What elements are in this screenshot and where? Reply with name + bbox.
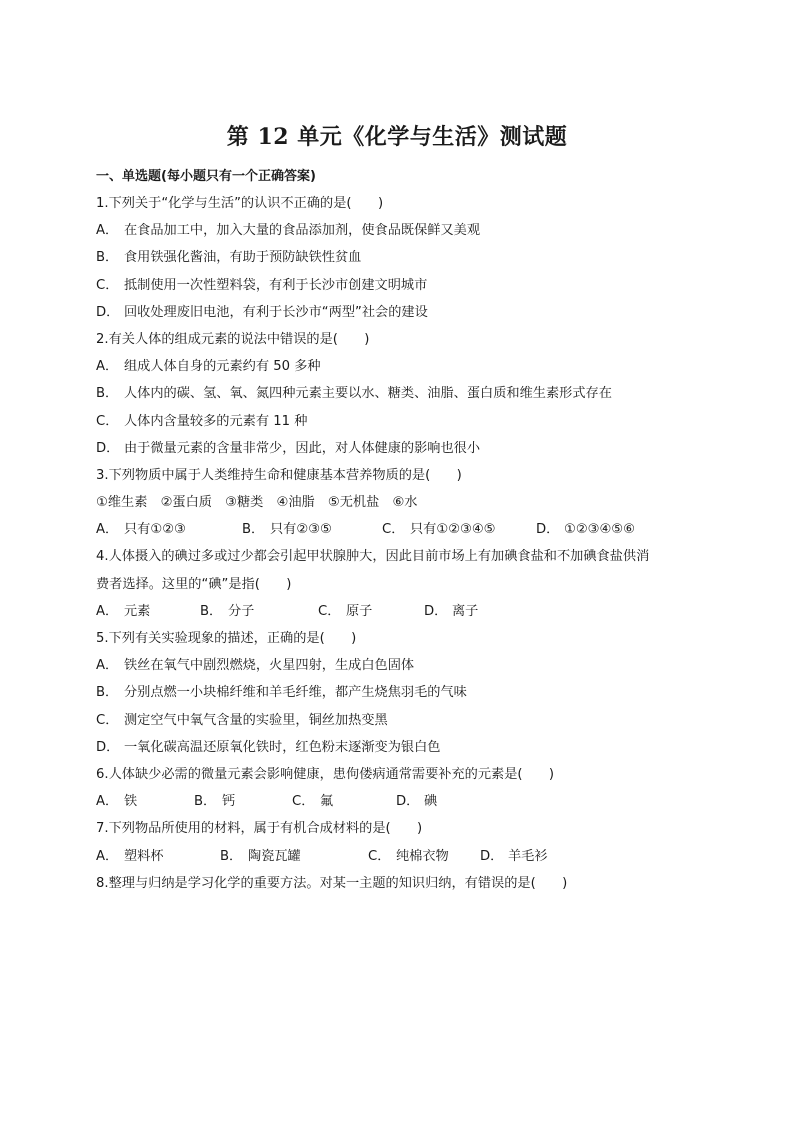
question-6-stem: 6.人体缺少必需的微量元素会影响健康，患佝偻病通常需要补充的元素是( ) bbox=[96, 766, 555, 782]
question-6-option-c bbox=[292, 788, 396, 815]
option-label: A． bbox=[96, 794, 119, 810]
option-label: D． bbox=[96, 739, 120, 755]
option-text: ①②③④⑤⑥ bbox=[564, 522, 635, 538]
option-label: C． bbox=[368, 848, 391, 864]
question-3-options bbox=[96, 516, 726, 543]
option-text: 人体内含量较多的元素有 11 种 bbox=[124, 413, 308, 429]
option-text: 组成人体自身的元素约有 50 多种 bbox=[124, 359, 321, 375]
option-label: A． bbox=[96, 603, 119, 619]
option-label: D． bbox=[480, 848, 504, 864]
option-text: 分别点燃一小块棉纤维和羊毛纤维，都产生烧焦羽毛的气味 bbox=[124, 685, 467, 701]
option-label: B． bbox=[220, 848, 243, 864]
option-label: C． bbox=[96, 712, 119, 728]
question-1-option-a bbox=[96, 217, 726, 244]
option-label: B． bbox=[194, 794, 217, 810]
option-label: C． bbox=[96, 413, 119, 429]
option-label: D． bbox=[424, 603, 448, 619]
option-text: 铁 bbox=[124, 794, 138, 810]
option-text: 纯棉衣物 bbox=[396, 848, 449, 864]
option-label: B． bbox=[242, 522, 265, 538]
option-text: 元素 bbox=[124, 603, 151, 619]
question-1-option-b bbox=[96, 244, 726, 271]
option-label: C． bbox=[382, 522, 405, 538]
question-5-option-b bbox=[96, 679, 726, 706]
option-label: D． bbox=[396, 794, 420, 810]
option-label: A． bbox=[96, 223, 119, 239]
question-4-option-d bbox=[424, 598, 478, 625]
option-text: 一氧化碳高温还原氧化铁时，红色粉末逐渐变为银白色 bbox=[124, 739, 441, 755]
question-list bbox=[96, 166, 726, 897]
option-label: A． bbox=[96, 658, 119, 674]
section-heading: 一、单选题(每小题只有一个正确答案) bbox=[96, 169, 316, 184]
option-text: 陶瓷瓦罐 bbox=[248, 848, 301, 864]
question-2-option-b bbox=[96, 380, 726, 407]
question-5-option-a bbox=[96, 652, 726, 679]
option-text: 测定空气中氧气含量的实验里，铜丝加热变黑 bbox=[124, 712, 388, 728]
question-1-option-c bbox=[96, 272, 726, 299]
question-7-option-a bbox=[96, 843, 220, 870]
question-6-option-a bbox=[96, 788, 194, 815]
question-3-stem: 3.下列物质中属于人类维持生命和健康基本营养物质的是( ) bbox=[96, 467, 462, 483]
question-2-stem: 2.有关人体的组成元素的说法中错误的是( ) bbox=[96, 331, 370, 347]
option-label: A． bbox=[96, 848, 119, 864]
question-6-options bbox=[96, 788, 726, 815]
question-5-option-c bbox=[96, 707, 726, 734]
option-label: B． bbox=[96, 386, 119, 402]
question-8-stem: 8.整理与归纳是学习化学的重要方法。对某一主题的知识归纳，有错误的是( ) bbox=[96, 875, 568, 891]
question-4-stem-line-2: 费者选择。这里的“碘”是指( ) bbox=[96, 576, 292, 592]
question-4-stem-line-1: 4.人体摄入的碘过多或过少都会引起甲状腺肿大，因此目前市场上有加碘食盐和不加碘食盐供消 bbox=[96, 549, 650, 565]
question-5-option-d bbox=[96, 734, 726, 761]
question-4-option-a bbox=[96, 598, 200, 625]
question-3-option-d bbox=[536, 516, 635, 543]
question-7-options bbox=[96, 843, 726, 870]
option-text: 由于微量元素的含量非常少，因此，对人体健康的影响也很小 bbox=[124, 440, 481, 456]
question-6-option-d bbox=[396, 788, 437, 815]
option-text: 羊毛衫 bbox=[508, 848, 548, 864]
question-4-option-b bbox=[200, 598, 318, 625]
question-1-stem: 1.下列关于“化学与生活”的认识不正确的是( ) bbox=[96, 196, 384, 211]
question-3-option-c bbox=[382, 516, 536, 543]
question-1-option-d bbox=[96, 299, 726, 326]
option-text: 离子 bbox=[452, 603, 479, 619]
option-label: B． bbox=[96, 685, 119, 701]
page-title: 第 12 单元《化学与生活》测试题 bbox=[226, 124, 568, 150]
question-2-option-a bbox=[96, 353, 726, 380]
question-7-option-c bbox=[368, 843, 480, 870]
option-label: B． bbox=[200, 603, 223, 619]
question-4-option-c bbox=[318, 598, 424, 625]
option-text: 钙 bbox=[222, 794, 236, 810]
option-label: D． bbox=[96, 304, 120, 320]
option-text: 在食品加工中，加入大量的食品添加剂，使食品既保鲜又美观 bbox=[124, 223, 481, 239]
option-label: B． bbox=[96, 250, 119, 266]
option-text: 回收处理废旧电池，有利于长沙市“两型”社会的建设 bbox=[124, 304, 428, 320]
option-text: 原子 bbox=[346, 603, 373, 619]
option-text: 碘 bbox=[424, 794, 438, 810]
option-label: D． bbox=[536, 522, 560, 538]
option-label: A． bbox=[96, 359, 119, 375]
option-text: 只有①②③④⑤ bbox=[410, 522, 496, 538]
option-text: 食用铁强化酱油，有助于预防缺铁性贫血 bbox=[124, 250, 362, 266]
option-text: 只有②③⑤ bbox=[270, 522, 332, 538]
option-label: C． bbox=[292, 794, 315, 810]
question-3-option-a bbox=[96, 516, 242, 543]
option-label: C． bbox=[318, 603, 341, 619]
option-label: C． bbox=[96, 277, 119, 293]
option-text: 塑料杯 bbox=[124, 848, 164, 864]
question-7-option-d bbox=[480, 843, 548, 870]
option-text: 抵制使用一次性塑料袋，有利于长沙市创建文明城市 bbox=[124, 277, 428, 293]
option-label: A． bbox=[96, 522, 119, 538]
question-3-option-b bbox=[242, 516, 382, 543]
question-3-items: ①维生素 ②蛋白质 ③糖类 ④油脂 ⑤无机盐 ⑥水 bbox=[96, 495, 418, 511]
option-text: 铁丝在氧气中剧烈燃烧，火星四射，生成白色固体 bbox=[124, 658, 415, 674]
question-5-stem: 5.下列有关实验现象的描述，正确的是( ) bbox=[96, 631, 357, 646]
question-7-stem: 7.下列物品所使用的材料，属于有机合成材料的是( ) bbox=[96, 821, 423, 837]
option-text: 只有①②③ bbox=[124, 522, 186, 538]
option-text: 分子 bbox=[228, 603, 255, 619]
question-2-option-d bbox=[96, 435, 726, 462]
question-6-option-b bbox=[194, 788, 292, 815]
option-label: D． bbox=[96, 440, 120, 456]
question-7-option-b bbox=[220, 843, 368, 870]
option-text: 人体内的碳、氢、氧、氮四种元素主要以水、糖类、油脂、蛋白质和维生素形式存在 bbox=[124, 386, 612, 402]
question-4-options bbox=[96, 598, 726, 625]
option-text: 氟 bbox=[320, 794, 334, 810]
question-2-option-c bbox=[96, 408, 726, 435]
